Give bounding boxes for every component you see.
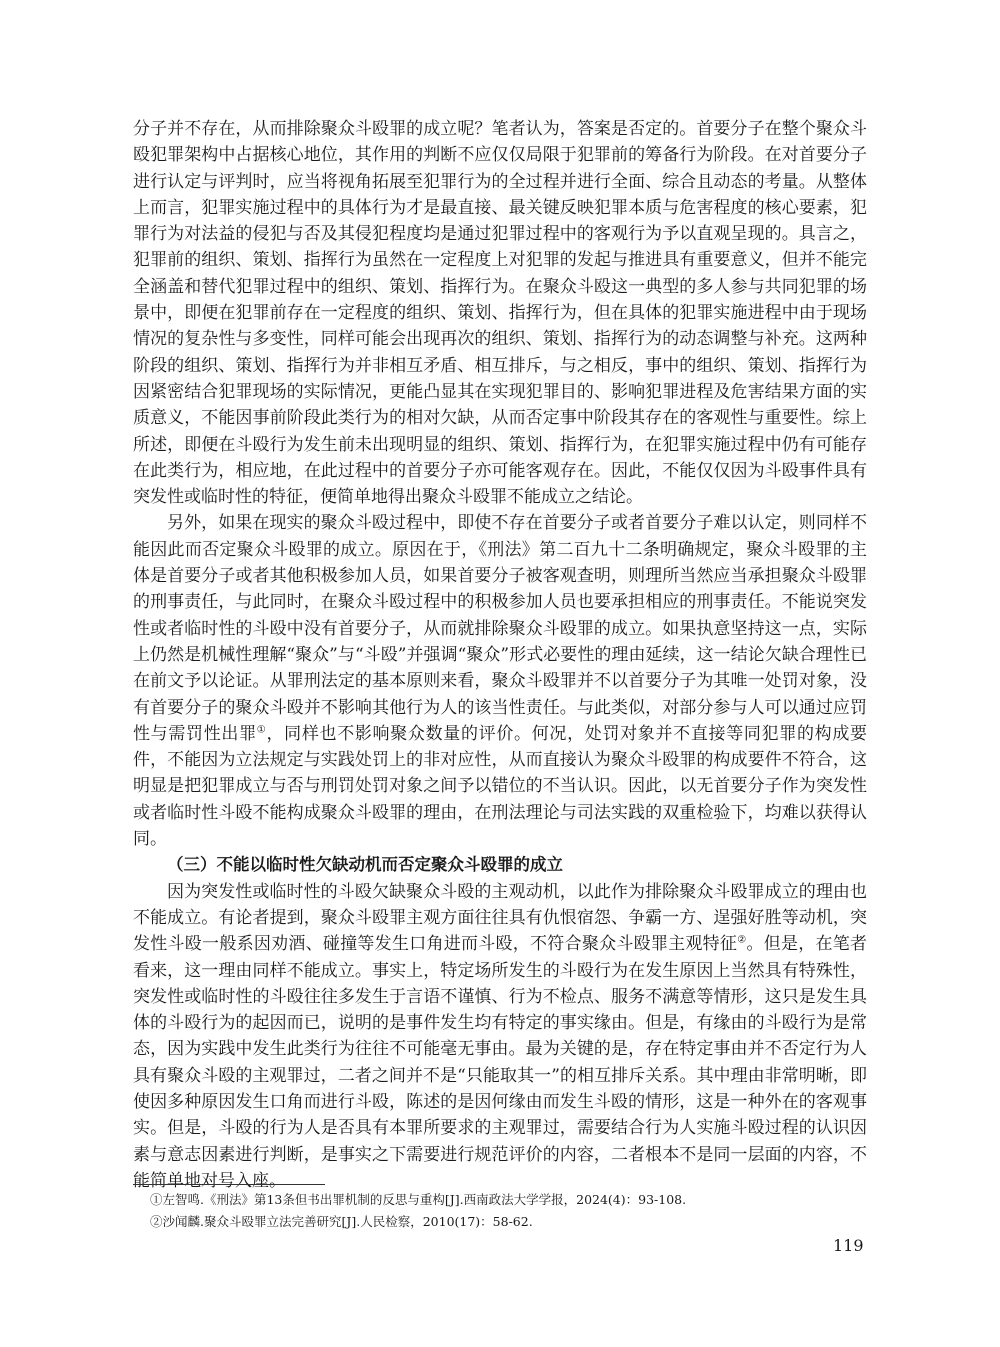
footnote-ref-1[interactable]: ① <box>256 724 267 736</box>
paragraph-1: 分子并不存在，从而排除聚众斗殴罪的成立呢？笔者认为，答案是否定的。首要分子在整个聚众斗殴犯罪架构中占据核心地位，其作用的判断不应仅仅局限于犯罪前的筹备行为阶段。在对首要分子进行认定与评判时，应当将视角拓展至犯罪行为的全过程并进行全面、综合且动态的考量。从整体上而言，犯罪实施过程中的具体行为才是最直接、最关键反映犯罪本质与危害程度的核心要素，犯罪行为对法益的侵犯与否及其侵犯程度均是通过犯罪过程中的客观行为予以直观呈现的。具言之，犯罪前的组织、策划、指挥行为虽然在一定程度上对犯罪的发起与推进具有重要意义，但并不能完全涵盖和替代犯罪过程中的组织、策划、指挥行为。在聚众斗殴这一典型的多人参与共同犯罪的场景中，即便在犯罪前存在一定程度的组织、策划、指挥行为，但在具体的犯罪实施进程中由于现场情况的复杂性与多变性，同样可能会出现再次的组织、策划、指挥行为的动态调整与补充。这两种阶段的组织、策划、指挥行为并非相互矛盾、相互排斥，与之相反，事中的组织、策划、指挥行为因紧密结合犯罪现场的实际情况，更能凸显其在实现犯罪目的、影响犯罪进程及危害结果方面的实质意义，不能因事前阶段此类行为的相对欠缺，从而否定事中阶段其存在的客观性与重要性。综上所述，即便在斗殴行为发生前未出现明显的组织、策划、指挥行为，在犯罪实施过程中仍有可能存在此类行为，相应地，在此过程中的首要分子亦可能客观存在。因此，不能仅仅因为斗殴事件具有突发性或临时性的特征，便简单地得出聚众斗殴罪不能成立之结论。 <box>133 119 867 508</box>
section-heading: （三）不能以临时性欠缺动机而否定聚众斗殴罪的成立 <box>167 855 563 875</box>
paragraph-3-part-b: 。但是，在笔者看来，这一理由同样不能成立。事实上，特定场所发生的斗殴行为在发生原因上当然具有特殊性，突发性或临时性的斗殴往往多发生于言语不谨慎、行为不检点、服务不满意等情形，这只是发生具体的斗殴行为的起因而已，说明的是事件发生均有特定的事实缘由。但是，有缘由的斗殴行为是常态，因为实践中发生此类行为往往不可能毫无事由。最为关键的是，存在特定事由并不否定行为人具有聚众斗殴的主观罪过，二者之间并不是“只能取其一”的相互排斥关系。其中理由非常明晰，即使因多种原因发生口角而进行斗殴，陈述的是因何缘由而发生斗殴的情形，这是一种外在的客观事实。但是，斗殴的行为人是否具有本罪所要求的主观罪过，需要结合行为人实施斗殴过程的认识因素与意志因素进行判断，是事实之下需要进行规范评价的内容，二者根本不是同一层面的内容，不能简单地对号入座。 <box>133 934 868 1191</box>
footnotes <box>150 1189 867 1233</box>
page-number: 119 <box>833 1236 864 1255</box>
footnote-divider <box>133 1184 325 1185</box>
paragraph-2-part-a: 另外，如果在现实的聚众斗殴过程中，即使不存在首要分子或者首要分子难以认定，则同样不能因此而否定聚众斗殴罪的成立。原因在于，《刑法》第二百九十二条明确规定，聚众斗殴罪的主体是首要分子或者其他积极参加人员，如果首要分子被客观查明，则理所当然应当承担聚众斗殴罪的刑事责任，与此同时，在聚众斗殴过程中的积极参加人员也要承担相应的刑事责任。不能说突发性或者临时性的斗殴中没有首要分子，从而就排除聚众斗殴罪的成立。如果执意坚持这一点，实际上仍然是机械性理解“聚众”与“斗殴”并强调“聚众”形式必要性的理由延续，这一结论欠缺合理性已在前文予以论证。从罪刑法定的基本原则来看，聚众斗殴罪并不以首要分子为其唯一处罚对象，没有首要分子的聚众斗殴并不影响其他行为人的该当性责任。与此类似，对部分参与人可以通过应罚性与需罚性出罪 <box>133 513 867 744</box>
footnote-2: ②沙闻麟.聚众斗殴罪立法完善研究[J].人民检察，2010(17)：58-62. <box>150 1214 533 1229</box>
paragraph-2-part-b: ，同样也不影响聚众数量的评价。何况，处罚对象并不直接等同犯罪的构成要件，不能因为立法规定与实践处罚上的非对应性，从而直接认为聚众斗殴罪的构成要件不符合，这明显是把犯罪成立与否与刑罚处罚对象之间予以错位的不当认识。因此，以无首要分子作为突发性或者临时性斗殴不能构成聚众斗殴罪的理由，在刑法理论与司法实践的双重检验下，均难以获得认同。 <box>133 723 868 850</box>
footnote-ref-2[interactable]: ② <box>737 934 747 946</box>
paragraph-3-part-a: 因为突发性或临时性的斗殴欠缺聚众斗殴的主观动机，以此作为排除聚众斗殴罪成立的理由也不能成立。有论者提到，聚众斗殴罪主观方面往往具有仇恨宿怨、争霸一方、逞强好胜等动机，突发性斗殴一般系因劝酒、碰撞等发生口角进而斗殴，不符合聚众斗殴罪主观特征 <box>133 881 867 955</box>
article-body <box>133 116 867 1194</box>
paragraph-2 <box>133 510 867 852</box>
footnote-1: ①左智鸣.《刑法》第13条但书出罪机制的反思与重构[J].西南政法大学学报，2024(4)：93-108. <box>150 1192 687 1207</box>
paragraph-3 <box>133 879 867 1195</box>
